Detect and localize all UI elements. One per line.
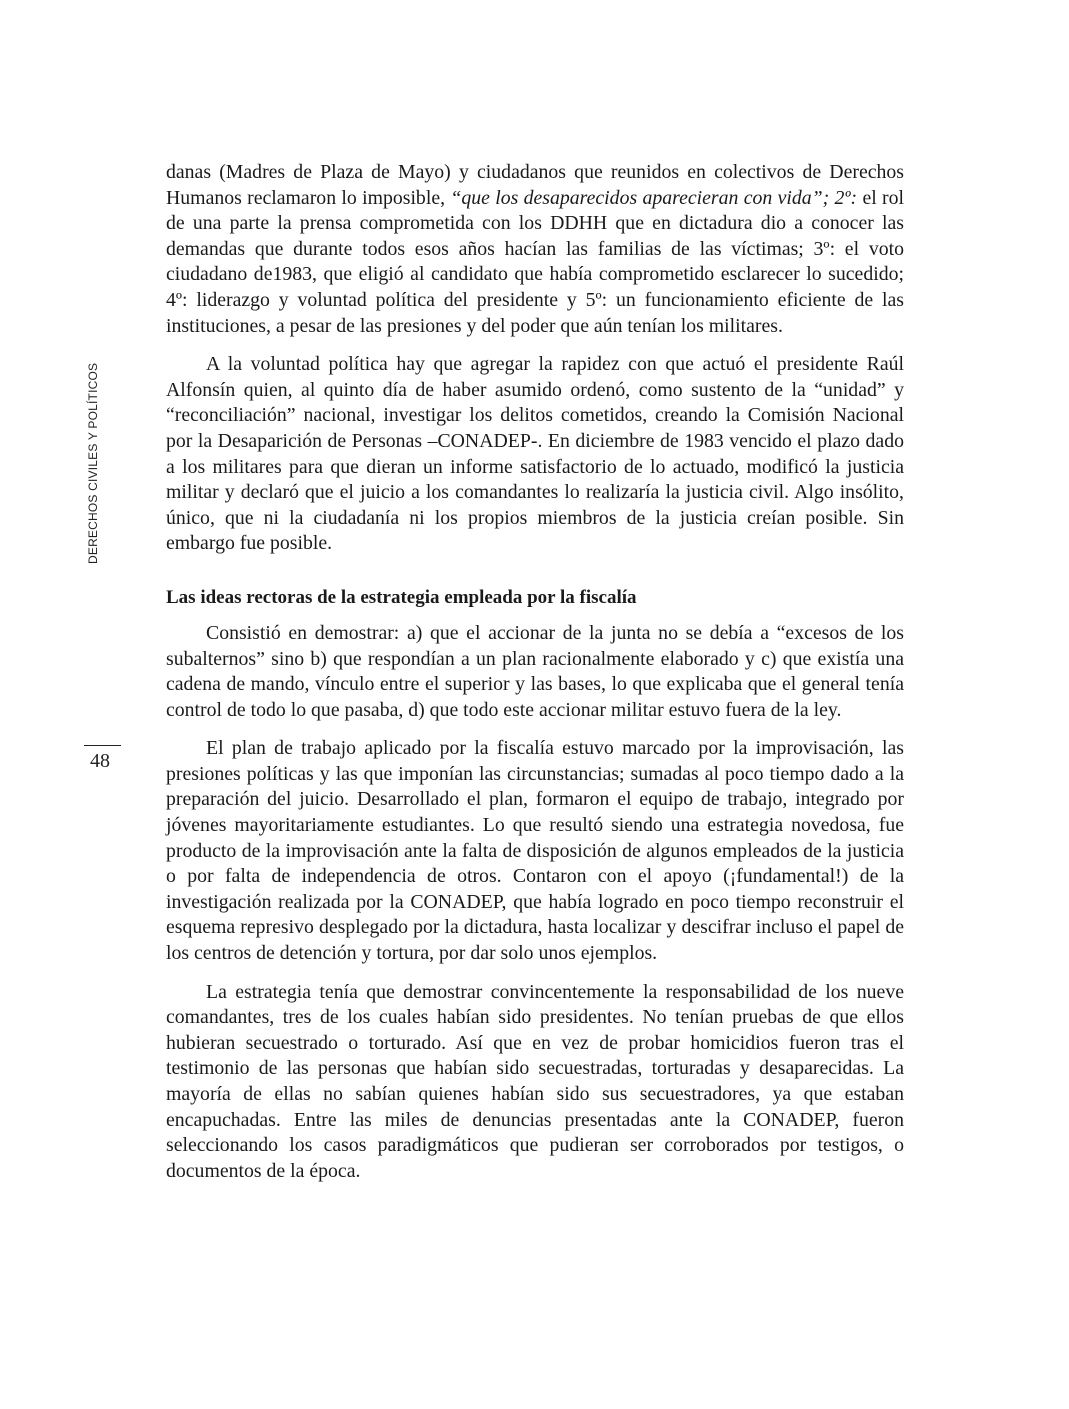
running-head: DERECHOS CIVILES Y POLÍTICOS: [86, 362, 100, 564]
paragraph-1-start: danas (Madres de Plaza de Mayo) y ciudadanos que reunidos en colectivos de Derechos Humanos reclamaron lo imposible,: [166, 161, 904, 209]
paragraph-2: A la voluntad política hay que agregar la rapidez con que actuó el presidente Raúl Alfonsín quien, al quinto día de haber asumido ordenó, como sustento de la “unidad” y “reconciliación” nacional, investigar los delitos cometidos, creando la Comisión Nacional por la Desaparición de Personas –CONADEP-. En diciembre de 1983 vencido el plazo dado a los militares para que dieran un informe satisfactorio de lo actuado, modificó la justicia militar y declaró que el juicio a los comandantes lo realizaría la justicia civil. Algo insólito, único, que ni la ciudadanía ni los propios miembros de la justicia creían posible. Sin embargo fue posible.: [166, 353, 904, 555]
paragraph-5: La estrategia tenía que demostrar convincentemente la responsabilidad de los nueve comandantes, tres de los cuales habían sido presidentes. No tenían pruebas de que ellos hubieran secuestrado o torturado. Así que en vez de probar homicidios fueron tras el testimonio de las personas que habían sido secuestradas, torturadas y desaparecidas. La mayoría de ellas no sabían quienes habían sido sus secuestradores, ya que estaban encapuchadas. Entre las miles de denuncias presentadas ante la CONADEP, fueron seleccionando los casos paradigmáticos que pudieran ser corroborados por testigos, o documentos de la época.: [166, 980, 904, 1182]
paragraph-1: [166, 160, 904, 339]
page-number: 48: [90, 750, 110, 772]
paragraph-3: Consistió en demostrar: a) que el accionar de la junta no se debía a “excesos de los subalternos” sino b) que respondían a un plan racionalmente elaborado y c) que existía una cadena de mando, vínculo entre el superior y las bases, lo que explicaba que el general tenía control de todo lo que pasaba, d) que todo este accionar militar estuvo fuera de la ley.: [166, 621, 904, 721]
page-number-rule: [84, 745, 121, 746]
paragraph-4: El plan de trabajo aplicado por la fiscalía estuvo marcado por la improvisación, las presiones políticas y las que imponían las circunstancias; sumadas al poco tiempo dado a la preparación del juicio. Desarrollado el plan, formaron el equipo de trabajo, integrado por jóvenes mayoritariamente estudiantes. Lo que resultó siendo una estrategia novedosa, fue producto de la improvisación ante la falta de disposición de algunos empleados de la justicia o por falta de independencia de otros. Contaron con el apoyo (¡fundamental!) de la investigación realizada por la CONADEP, que había logrado en poco tiempo reconstruir el esquema represivo desplegado por la dictadura, hasta localizar y descifrar incluso el papel de los centros de detención y tortura, por dar solo unos ejemplos.: [166, 737, 904, 965]
section-heading: Las ideas rectoras de la estrategia empleada por la fiscalía: [166, 586, 637, 608]
paragraph-1-end: el rol de una parte la prensa comprometida con los DDHH que en dictadura dio a conocer las demandas que durante todos esos años hacían las familias de las víctimas; 3º: el voto ciudadano de1983, que eligió al candidato que había comprometido esclarecer lo sucedido; 4º: liderazgo y voluntad política del presidente y 5º: un funcionamiento eficiente de las instituciones, a pesar de las presiones y del poder que aún tenían los militares.: [166, 186, 904, 337]
body-text: [166, 160, 904, 1197]
quote-italic: “que los desaparecidos aparecieran con vida”; 2º:: [450, 186, 858, 209]
